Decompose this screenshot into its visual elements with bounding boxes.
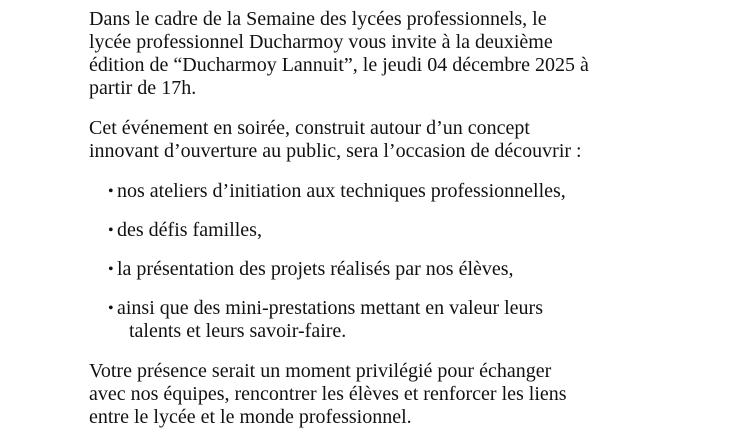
bullet-icon: • bbox=[108, 222, 114, 239]
list-item-text: nos ateliers d’initiation aux techniques professionnelles, bbox=[117, 180, 566, 202]
list-item-text: la présentation des projets réalisés par nos élèves, bbox=[117, 258, 514, 280]
list-item bbox=[89, 258, 699, 281]
closing-line-2: avec nos équipes, rencontrer les élèves et renforcer les liens bbox=[89, 383, 567, 405]
list-item-text: ainsi que des mini-prestations mettant en valeur leurs bbox=[117, 297, 543, 319]
activities-list bbox=[89, 180, 699, 343]
intro-paragraph bbox=[89, 8, 699, 100]
closing-line-1: Votre présence serait un moment privilégié pour échanger bbox=[89, 360, 552, 382]
list-item bbox=[89, 219, 699, 242]
bullet-icon: • bbox=[108, 261, 114, 278]
event-line-2: innovant d’ouverture au public, sera l’occasion de découvrir : bbox=[89, 140, 582, 162]
intro-line-3: édition de “Ducharmoy Lannuit”, le jeudi 04 décembre 2025 à bbox=[89, 54, 589, 76]
event-line-1: Cet événement en soirée, construit autour d’un concept bbox=[89, 117, 530, 139]
document-body bbox=[89, 8, 699, 446]
event-paragraph bbox=[89, 117, 699, 163]
intro-line-4: partir de 17h. bbox=[89, 77, 197, 99]
list-item-text-continued: talents et leurs savoir-faire. bbox=[129, 320, 347, 342]
intro-line-1: Dans le cadre de la Semaine des lycées professionnels, le bbox=[89, 8, 547, 30]
list-item bbox=[89, 297, 699, 343]
list-item-text: des défis familles, bbox=[117, 219, 262, 241]
closing-paragraph bbox=[89, 360, 699, 429]
bullet-icon: • bbox=[108, 300, 114, 317]
closing-line-3: entre le lycée et le monde professionnel. bbox=[89, 406, 412, 428]
list-item bbox=[89, 180, 699, 203]
intro-line-2: lycée professionnel Ducharmoy vous invite à la deuxième bbox=[89, 31, 553, 53]
bullet-icon: • bbox=[108, 183, 114, 200]
